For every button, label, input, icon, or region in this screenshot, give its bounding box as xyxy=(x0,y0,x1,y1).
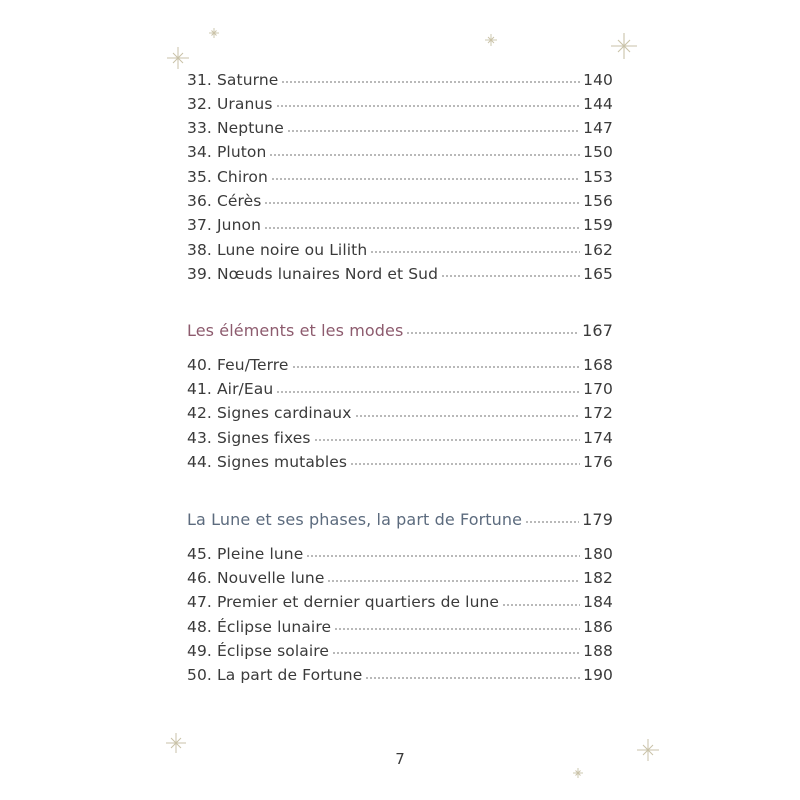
toc-entry-page: 156 xyxy=(583,191,613,210)
section-page: 179 xyxy=(582,510,613,529)
dot-leader xyxy=(269,144,580,160)
dot-leader xyxy=(441,265,580,281)
toc-entry xyxy=(187,263,613,287)
toc-entry-page: 190 xyxy=(583,666,613,685)
toc-entry xyxy=(187,215,613,239)
toc-entry xyxy=(187,592,613,616)
toc-entry xyxy=(187,142,613,166)
toc-section-moon xyxy=(187,509,613,689)
toc-entry-page: 182 xyxy=(583,569,613,588)
dot-leader xyxy=(287,120,580,136)
toc-entry-page: 153 xyxy=(583,167,613,186)
toc-entry-label: 42. Signes cardinaux xyxy=(187,404,352,423)
toc-entry xyxy=(187,616,613,640)
toc-entry-page: 172 xyxy=(583,404,613,423)
toc-entry-label: 50. La part de Fortune xyxy=(187,666,363,685)
toc-entry-label: 48. Éclipse lunaire xyxy=(187,617,332,636)
toc-entry xyxy=(187,403,613,427)
toc-entry-label: 32. Uranus xyxy=(187,94,273,113)
sparkle-star-icon xyxy=(208,27,220,39)
toc-planets-list xyxy=(187,69,613,288)
toc-entry xyxy=(187,640,613,664)
section-title: La Lune et ses phases, la part de Fortune xyxy=(187,510,523,529)
toc-entry-label: 36. Cérès xyxy=(187,191,262,210)
sparkle-star-icon xyxy=(166,46,190,70)
sparkle-star-icon xyxy=(610,32,638,60)
toc-section-elements xyxy=(187,320,613,476)
dot-leader xyxy=(314,429,581,445)
toc-entry xyxy=(187,239,613,263)
toc-entry-page: 184 xyxy=(583,593,613,612)
toc-entry-label: 35. Chiron xyxy=(187,167,268,186)
dot-leader xyxy=(525,511,579,527)
toc-entry-page: 144 xyxy=(583,94,613,113)
section-heading xyxy=(187,509,613,533)
dot-leader xyxy=(365,667,580,683)
page-number: 7 xyxy=(395,750,405,768)
toc-entry-label: 44. Signes mutables xyxy=(187,452,348,471)
toc-entry xyxy=(187,451,613,475)
toc-entry-label: 43. Signes fixes xyxy=(187,428,311,447)
toc-entry-label: 47. Premier et dernier quartiers de lune xyxy=(187,593,500,612)
dot-leader xyxy=(350,453,580,469)
dot-leader xyxy=(327,570,580,586)
toc-entry-label: 34. Pluton xyxy=(187,143,267,162)
toc-entry xyxy=(187,69,613,93)
toc-entry xyxy=(187,427,613,451)
toc-entry-page: 168 xyxy=(583,355,613,374)
toc-entry-page: 147 xyxy=(583,119,613,138)
toc-entry-page: 140 xyxy=(583,70,613,89)
toc-entry xyxy=(187,166,613,190)
toc-entry xyxy=(187,93,613,117)
dot-leader xyxy=(276,95,581,111)
toc-entry-page: 188 xyxy=(583,641,613,660)
toc-entry xyxy=(187,543,613,567)
toc-entry-page: 186 xyxy=(583,617,613,636)
dot-leader xyxy=(502,594,580,610)
dot-leader xyxy=(292,356,581,372)
toc-entry-label: 45. Pleine lune xyxy=(187,544,304,563)
section-page: 167 xyxy=(582,321,613,340)
toc-entry xyxy=(187,568,613,592)
toc-entry-label: 49. Éclipse solaire xyxy=(187,641,330,660)
toc-entry-page: 165 xyxy=(583,264,613,283)
toc-entry-page: 150 xyxy=(583,143,613,162)
toc-entry-page: 162 xyxy=(583,240,613,259)
dot-leader xyxy=(306,545,580,561)
dot-leader xyxy=(281,71,580,87)
sparkle-star-icon xyxy=(484,33,498,47)
dot-leader xyxy=(264,217,580,233)
dot-leader xyxy=(264,192,580,208)
toc-entry-page: 176 xyxy=(583,452,613,471)
toc-entry xyxy=(187,379,613,403)
toc-entry-page: 170 xyxy=(583,380,613,399)
toc-entry-label: 40. Feu/Terre xyxy=(187,355,289,374)
toc-entry xyxy=(187,118,613,142)
toc-entry-label: 46. Nouvelle lune xyxy=(187,569,325,588)
section-title: Les éléments et les modes xyxy=(187,321,404,340)
dot-leader xyxy=(406,322,579,338)
toc-entry-page: 159 xyxy=(583,216,613,235)
toc-entry-label: 33. Neptune xyxy=(187,119,284,138)
toc-entry-label: 31. Saturne xyxy=(187,70,279,89)
toc-entry xyxy=(187,354,613,378)
toc-entry-page: 174 xyxy=(583,428,613,447)
toc-entry xyxy=(187,665,613,689)
dot-leader xyxy=(332,642,580,658)
toc-entry-label: 38. Lune noire ou Lilith xyxy=(187,240,368,259)
toc-entry xyxy=(187,190,613,214)
sparkle-star-icon xyxy=(572,767,584,779)
dot-leader xyxy=(334,618,580,634)
dot-leader xyxy=(355,405,581,421)
dot-leader xyxy=(370,241,580,257)
toc-entry-label: 37. Junon xyxy=(187,216,262,235)
dot-leader xyxy=(276,381,580,397)
dot-leader xyxy=(271,168,580,184)
toc-entry-page: 180 xyxy=(583,544,613,563)
toc-entry-label: 41. Air/Eau xyxy=(187,380,274,399)
toc-entry-label: 39. Nœuds lunaires Nord et Sud xyxy=(187,264,439,283)
section-heading xyxy=(187,320,613,344)
